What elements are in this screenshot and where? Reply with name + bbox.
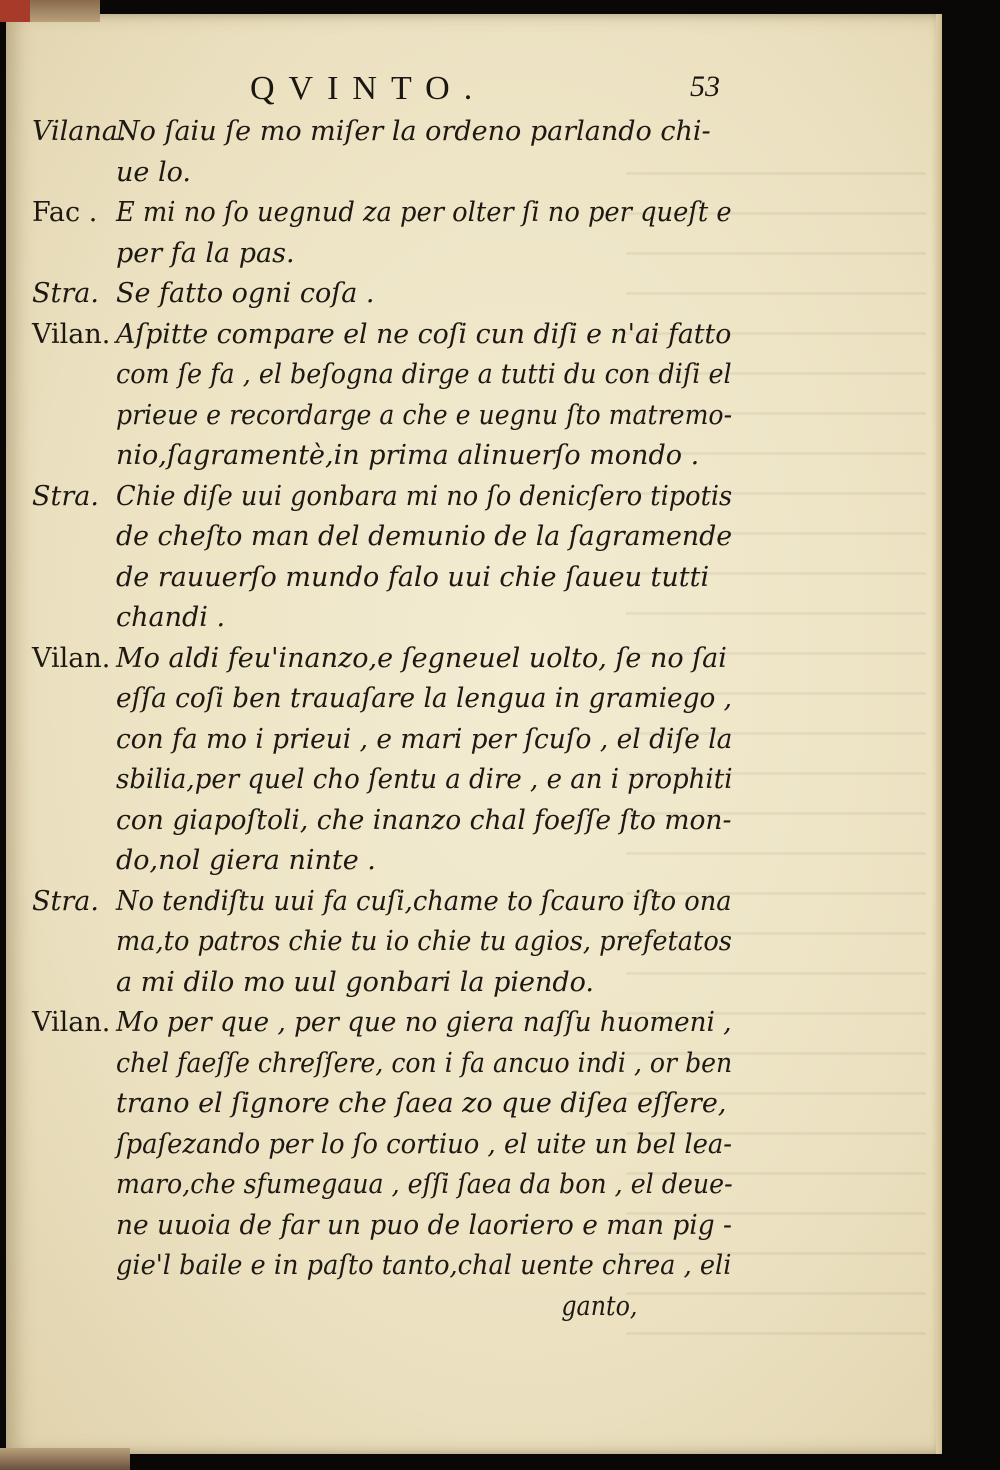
- text-line: E mi no ſo uegnud za per olter ſi no per queſt e: [116, 197, 732, 228]
- text-line: sbilia,per quel cho ſentu a dire , e an i prophiti: [116, 764, 733, 795]
- text-line: com ſe fa , el beſogna dirge a tutti du con diſi el: [116, 359, 732, 390]
- speech: [32, 193, 732, 274]
- text-line: a mi dilo mo uul gonbari la piendo.: [116, 966, 595, 998]
- speech: [32, 274, 732, 315]
- text-line: ue lo.: [116, 156, 191, 188]
- dialogue-text: [32, 112, 732, 1327]
- text-line: de rauuerſo mundo falo uui chie ſaueu tutti: [116, 561, 710, 593]
- bottom-binding-edge: [0, 1448, 130, 1470]
- text-line: do,nol giera ninte .: [116, 845, 376, 876]
- speaker-name: Vilan.: [32, 1007, 111, 1038]
- speech: [32, 315, 732, 477]
- speaker-name: Stra.: [32, 480, 99, 512]
- text-line: No tendiſtu uui fa cuſi,chame to ſcauro iſto ona: [116, 885, 732, 917]
- running-head: [250, 70, 720, 110]
- text-line: maro,che sfumegaua , eſſi ſaea da bon , el deue-: [116, 1169, 733, 1200]
- red-binding-mark: [0, 0, 30, 22]
- text-line: No ſaiu ſe mo miſer la ordeno parlando chi-: [116, 116, 711, 147]
- text-line: con fa mo i prieui , e mari per ſcuſo , el diſe la: [116, 723, 733, 755]
- speech: [32, 112, 732, 193]
- text-line: Chie diſe uui gonbara mi no ſo denicſero tipotis: [116, 480, 733, 512]
- text-line: ma,to patros chie tu io chie tu agios, prefetatos: [116, 926, 732, 957]
- running-title: QVINTO.: [250, 70, 487, 107]
- text-line: Se fatto ogni coſa .: [116, 278, 375, 309]
- text-line: eſſa coſi ben trauaſare la lengua in gramiego ,: [116, 683, 733, 714]
- text-line: ne uuoia de far un puo de laoriero e man pig -: [116, 1209, 732, 1241]
- text-line: Mo per que , per que no giera naſſu huomeni ,: [116, 1007, 732, 1038]
- page-number: 53: [690, 70, 720, 103]
- text-line: chandi .: [116, 602, 226, 633]
- binding-edge: [0, 0, 100, 22]
- text-line: chel faeſſe chreſſere, con i fa ancuo indi , or ben: [116, 1047, 733, 1079]
- speaker-name: Vilan.: [32, 318, 111, 350]
- text-line: con giapoſtoli, che inanzo chal foeſſe ſto mon-: [116, 804, 732, 836]
- text-line: per fa la pas.: [116, 237, 295, 269]
- speaker-name: Vilan.: [32, 642, 111, 674]
- speech: [32, 882, 732, 1004]
- text-line: ſpaſezando per lo ſo cortiuo , el uite un bel lea-: [116, 1128, 733, 1160]
- text-line: Aſpitte compare el ne coſi cun diſi e n'ai fatto: [116, 318, 732, 350]
- catchword: ganto,: [561, 1290, 638, 1322]
- speech: [32, 477, 732, 639]
- speech: [32, 1003, 732, 1287]
- text-line: prieue e recordarge a che e uegnu ſto matremo-: [116, 399, 733, 431]
- text-line: Mo aldi feu'inanzo,e ſegneuel uolto, ſe no ſai: [116, 642, 727, 674]
- speaker-name: Fac .: [32, 197, 98, 228]
- text-line: de cheſto man del demunio de la ſagramende: [116, 521, 733, 552]
- text-line: nio,ſagramentè,in prima alinuerſo mondo .: [116, 440, 700, 471]
- speaker-name: Stra.: [32, 278, 99, 309]
- text-line: gie'l baile e in paſto tanto,chal uente chrea , eli: [116, 1250, 732, 1281]
- speaker-name: Stra.: [32, 885, 99, 917]
- text-line: trano el ſignore che ſaea zo que diſea eſſere,: [116, 1088, 727, 1119]
- speaker-name: Vilana.: [32, 116, 127, 147]
- speech: [32, 639, 732, 882]
